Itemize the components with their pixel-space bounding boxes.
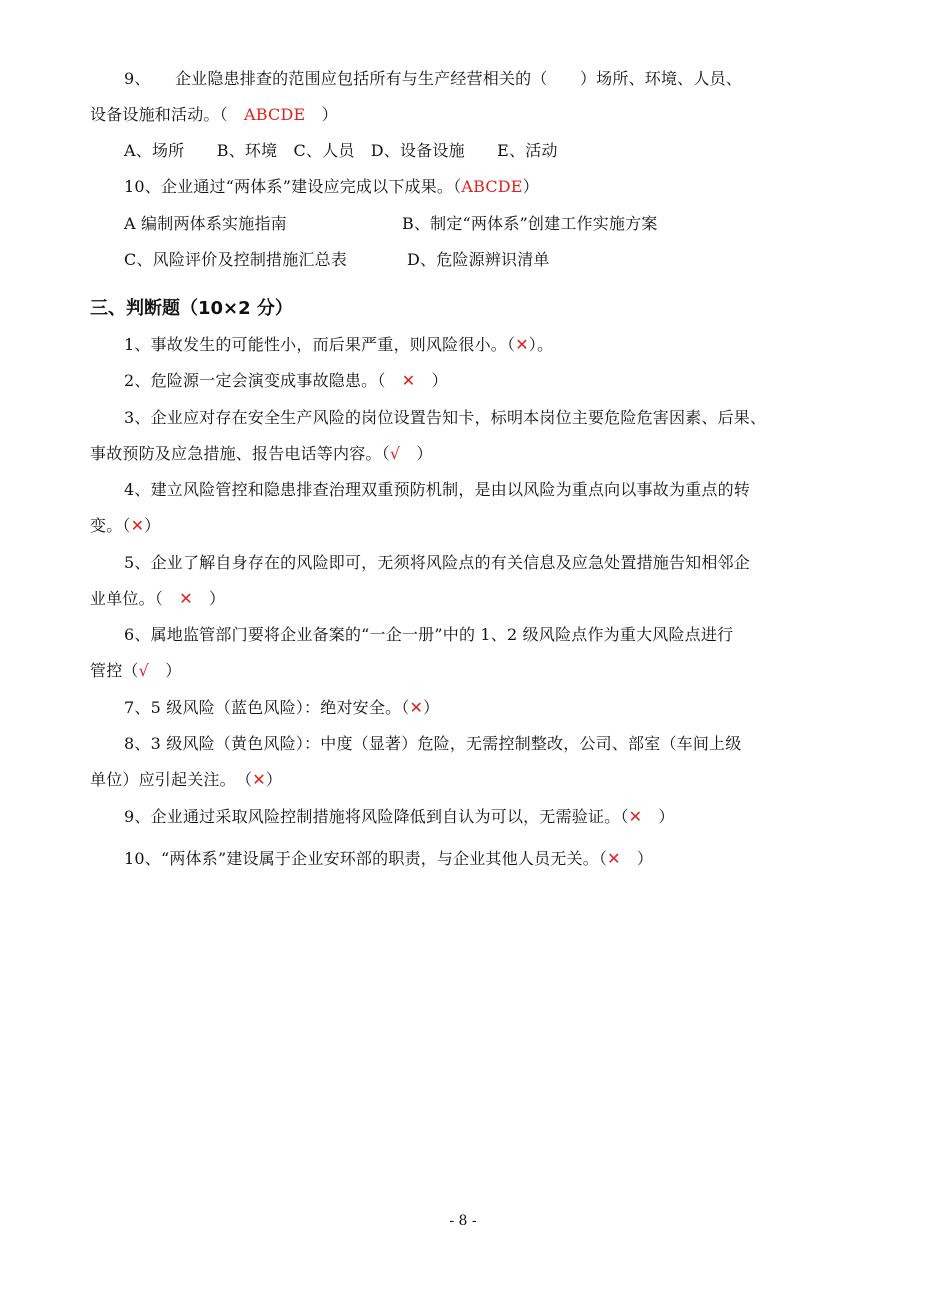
mc-q10-option-c: C、风险评价及控制措施汇总表	[124, 250, 348, 269]
tf-item-7	[124, 697, 840, 719]
tf-4-mark: ✕	[130, 516, 145, 535]
mc-q10-paren-close: ）	[522, 177, 539, 196]
tf-5-mark: ✕	[179, 589, 193, 608]
tf-8-text-cont: 单位）应引起关注。 （	[90, 770, 253, 789]
tf-10-text: 10、“两体系”建设属于企业安环部的职责，与企业其他人员无关。（	[124, 849, 608, 868]
tf-4-text: 4、建立风险管控和隐患排查治理双重预防机制，是由以风险为重点向以事故为重点的转	[124, 480, 750, 499]
tf-2-close: ）	[415, 371, 448, 390]
tf-6-close: ）	[149, 661, 182, 680]
tf-2-text: 2、危险源一定会演变成事故隐患。（	[124, 371, 402, 390]
tf-item-5-line1	[124, 552, 840, 574]
tf-item-5-line2	[90, 588, 840, 610]
mc-q9-line2	[90, 104, 840, 126]
tf-5-text: 5、企业了解自身存在的风险即可，无须将风险点的有关信息及应急处置措施告知相邻企	[124, 553, 750, 572]
mc-q9-line1	[124, 68, 840, 90]
tf-5-close: ）	[192, 589, 226, 608]
tf-1-text: 1、事故发生的可能性小，而后果严重，则风险很小。（	[124, 335, 516, 354]
mc-q10-answer: ABCDE	[461, 177, 523, 196]
mc-q10-option-b: B、制定“两体系”创建工作实施方案	[402, 214, 658, 233]
tf-1-mark: ✕	[515, 335, 529, 354]
tf-3-text: 3、企业应对存在安全生产风险的岗位设置告知卡，标明本岗位主要危险危害因素、后果、	[124, 408, 767, 427]
tf-7-text: 7、5 级风险（蓝色风险）：绝对安全。（	[124, 698, 410, 717]
mc-q9-options	[124, 140, 840, 162]
tf-8-mark: ✕	[252, 770, 266, 789]
tf-item-4-line1	[124, 479, 840, 501]
mc-q10-stem-line	[124, 176, 840, 198]
tf-4-text-cont: 变。（	[90, 516, 131, 535]
tf-item-3-line2	[90, 443, 840, 465]
tf-2-mark: ✕	[401, 371, 416, 390]
tf-7-close: ）	[423, 698, 440, 717]
tf-6-text: 6、属地监管部门要将企业备案的“一企一册”中的 1、2 级风险点作为重大风险点进行	[124, 625, 734, 644]
tf-item-4-line2	[90, 515, 840, 537]
tf-5-text-cont: 业单位。（	[90, 589, 180, 608]
tf-10-mark: ✕	[607, 849, 621, 868]
tf-4-close: ）	[144, 516, 161, 535]
section-title-true-false: 三、判断题（10×2 分）	[90, 298, 293, 319]
mc-q9-options-text: A、场所 B、环境 C、人员 D、设备设施 E、活动	[124, 141, 558, 160]
tf-item-10	[124, 848, 840, 870]
mc-q9-paren-close: ）	[305, 105, 338, 124]
tf-9-text: 9、企业通过采取风险控制措施将风险降低到自认为可以，无需验证。（	[124, 807, 629, 826]
tf-3-text-cont: 事故预防及应急措施、报告电话等内容。（	[90, 444, 390, 463]
tf-7-mark: ✕	[409, 698, 424, 717]
mc-q10-option-d: D、危险源辨识清单	[407, 250, 550, 269]
tf-item-1	[124, 334, 840, 356]
mc-q10-options-row1	[124, 213, 840, 235]
tf-item-9	[124, 806, 840, 828]
tf-8-text: 8、3 级风险（黄色风险）：中度（显著）危险，无需控制整改，公司、部室（车间上级	[124, 734, 742, 753]
mc-q9-stem-cont: 设备设施和活动。（	[90, 105, 245, 124]
tf-item-3-line1	[124, 407, 840, 429]
tf-3-close: ）	[400, 444, 433, 463]
tf-9-mark: ✕	[628, 807, 643, 826]
tf-item-8-line2	[90, 769, 840, 791]
tf-9-close: ）	[642, 807, 675, 826]
tf-item-6-line1	[124, 624, 840, 646]
tf-10-close: ）	[620, 849, 654, 868]
tf-item-8-line1	[124, 733, 840, 755]
tf-item-2	[124, 370, 840, 392]
page-number: - 8 -	[449, 1213, 477, 1229]
mc-q9-answer: ABCDE	[244, 105, 306, 124]
tf-6-text-cont: 管控（	[90, 661, 139, 680]
tf-6-mark: √	[138, 661, 150, 680]
mc-q10-stem: 10、企业通过“两体系”建设应完成以下成果。（	[124, 177, 462, 196]
mc-q9-stem: 9、 企业隐患排查的范围应包括所有与生产经营相关的（ ）场所、环境、人员、	[124, 69, 742, 88]
tf-8-close: ）	[265, 770, 283, 789]
mc-q10-option-a: A 编制两体系实施指南	[124, 214, 287, 233]
tf-item-6-line2	[90, 660, 840, 682]
mc-q10-options-row2	[124, 249, 840, 271]
tf-3-mark: √	[389, 444, 401, 463]
tf-1-close: ）。	[528, 335, 554, 354]
